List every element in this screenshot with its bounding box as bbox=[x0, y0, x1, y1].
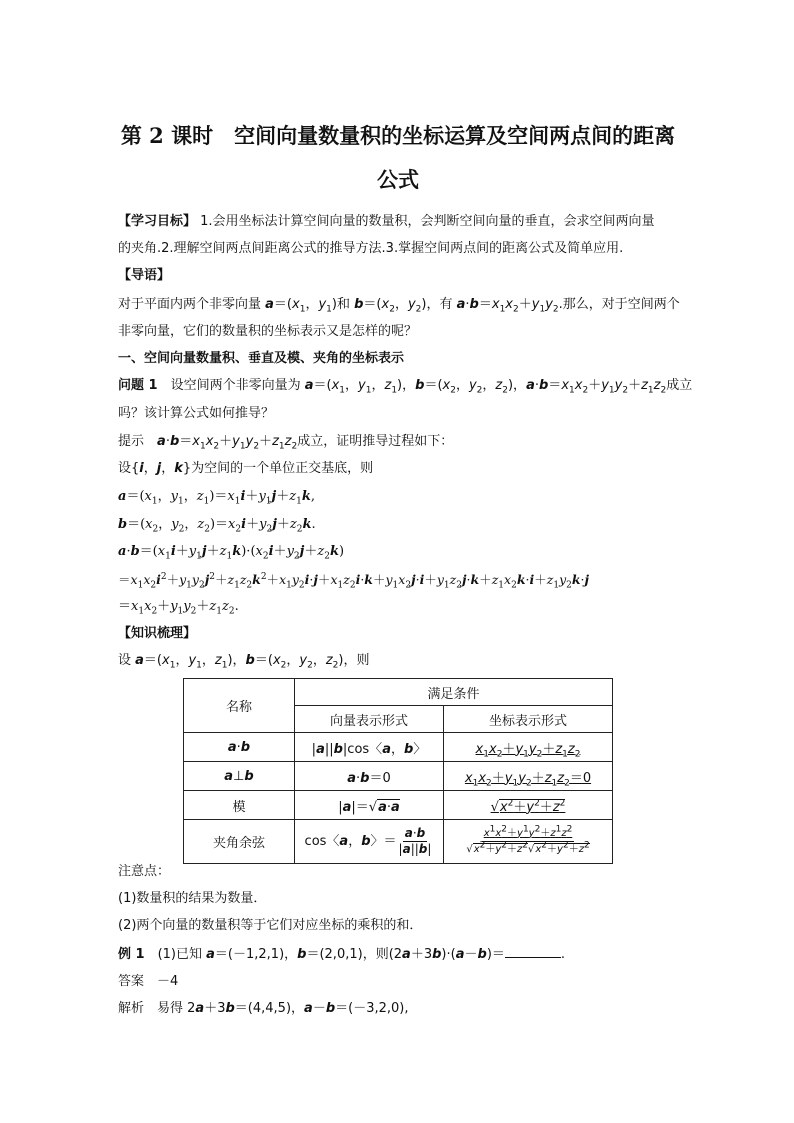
proof-line: $a=(x_1$，$y_1$，$z_1)=x_1i+y_1j+z_1k$, bbox=[118, 489, 316, 507]
note-item: (2)两个向量的数量积等于它们对应坐标的乘积的和． bbox=[118, 918, 423, 933]
analysis-label: 解析 bbox=[118, 1001, 145, 1016]
row-vector-form: a·b＝0 bbox=[295, 762, 444, 791]
proof-line: $a\cdot b=(x_1i+y_1j+z_1k)\cdot(x_2i+y_2j+z_2k)$ bbox=[118, 544, 345, 562]
row-vector-form: |a||b|cos〈a，b〉 bbox=[295, 733, 444, 762]
knowledge-label: 【知识梳理】 bbox=[118, 626, 197, 641]
question-line: 问题 1 设空间两个非零向量为 $a=(x_1$，$y_1$，$z_1$)，$b=(x_2$，$y_2$，$z_2$)，$a\cdot b=x_1x_2+y_1y_2+z_1z_2$成立 bbox=[118, 378, 693, 396]
section-heading: 一、空间向量数量积、垂直及模、夹角的坐标表示 bbox=[118, 351, 405, 366]
objectives-text: 1.会用坐标法计算空间向量的数量积，会判断空间向量的垂直，会求空间两向量 bbox=[200, 214, 655, 229]
objectives-label: 【学习目标】 bbox=[118, 214, 197, 229]
knowledge-setup: 设 $a=(x_1$，$y_1$，$z_1$)，$b=(x_2$，$y_2$，$z_2$)，则 bbox=[118, 653, 370, 671]
row-name: 模 bbox=[184, 791, 295, 820]
intro-paragraph-line: 非零向量，它们的数量积的坐标表示又是怎样的呢？ bbox=[118, 324, 418, 339]
row-name: 夹角余弦 bbox=[184, 820, 295, 864]
example-line: 例 1 (1)已知 a＝(－1,2,1)，b＝(2,0,1)，则(2a＋3b)·(a－b)＝ . bbox=[118, 947, 566, 962]
question-line: 吗？该计算公式如何推导？ bbox=[118, 406, 275, 421]
objectives-text-continued: 的夹角.2.理解空间两点间距离公式的推导方法.3.掌握空间两点间的距离公式及简单应用. bbox=[118, 241, 624, 256]
row-coord-form: $√x^2+y^2+z^2$ bbox=[444, 791, 613, 820]
table-row bbox=[184, 791, 613, 820]
proof-line: 设{i，j，k}为空间的一个单位正交基底，则 bbox=[118, 461, 374, 476]
page-title: 第 2 课时 空间向量数量积的坐标运算及空间两点间的距离 bbox=[120, 123, 676, 148]
row-coord-form: $\frac{x^1x^2+y^1y^2+z^1z^2}{√x^2+y^2+z^2√x^2+y^2+z^2}$ bbox=[444, 820, 613, 864]
hint-line: 提示 $a\cdot b=x_1x_2+y_1y_2+z_1z_2$成立，证明推导过程如下： bbox=[118, 434, 454, 452]
hint-label: 提示 bbox=[118, 434, 145, 449]
row-vector-form: cos〈a，b〉＝ $\frac{a\cdot b}{|a||b|}$ bbox=[295, 820, 444, 864]
table-row bbox=[184, 733, 613, 762]
proof-line: $=x_1x_2i^2+y_1y_2j^2+z_1z_2k^2+x_1y_2i\cdot j+x_1z_2i\cdot k+y_1x_2j\cdot i+y_1z_2j\cdot k+z_1x_2k\cdot i+z_1y_2k\cdot j$ bbox=[118, 571, 590, 591]
notes-label: 注意点： bbox=[118, 864, 171, 879]
row-coord-form: $x_1x_2+y_1y_2+z_1z_2$ bbox=[444, 733, 613, 762]
row-name: a·b bbox=[184, 733, 295, 762]
answer-label: 答案 bbox=[118, 974, 145, 989]
objectives-line bbox=[118, 213, 655, 231]
row-name: a⊥b bbox=[184, 762, 295, 791]
table-row bbox=[184, 820, 613, 864]
note-item: (1)数量积的结果为数量． bbox=[118, 891, 267, 906]
table-header-coord: 坐标表示形式 bbox=[444, 706, 613, 733]
row-vector-form: |a|＝√a·a bbox=[295, 791, 444, 820]
answer-blank bbox=[505, 945, 561, 958]
formula-table bbox=[183, 678, 613, 864]
proof-line: $b=(x_2$，$y_2$，$z_2)=x_2i+y_2j+z_2k$. bbox=[118, 517, 316, 535]
answer-value: －4 bbox=[157, 974, 179, 989]
proof-line: $=x_1x_2+y_1y_2+z_1z_2$. bbox=[118, 599, 239, 617]
intro-label: 【导语】 bbox=[118, 268, 171, 283]
table-header-name: 名称 bbox=[184, 679, 295, 733]
table-row bbox=[184, 762, 613, 791]
row-coord-form: $x_1x_2+y_1y_2+z_1z_2=0$ bbox=[444, 762, 613, 791]
intro-paragraph-line: 对于平面内两个非零向量 $a=(x_1$，$y_1$)和 $b=(x_2$，$y_2$)，有 $a\cdot b=x_1x_2+y_1y_2$.那么，对于空间两个 bbox=[118, 297, 680, 315]
answer-line bbox=[118, 973, 178, 991]
analysis-line: 解析 易得 2a＋3b＝(4,4,5)，a－b＝(－3,2,0), bbox=[118, 1001, 409, 1016]
table-header-vector: 向量表示形式 bbox=[295, 706, 444, 733]
page-title-continued: 公式 bbox=[377, 167, 419, 192]
table-header-condition: 满足条件 bbox=[295, 679, 613, 706]
